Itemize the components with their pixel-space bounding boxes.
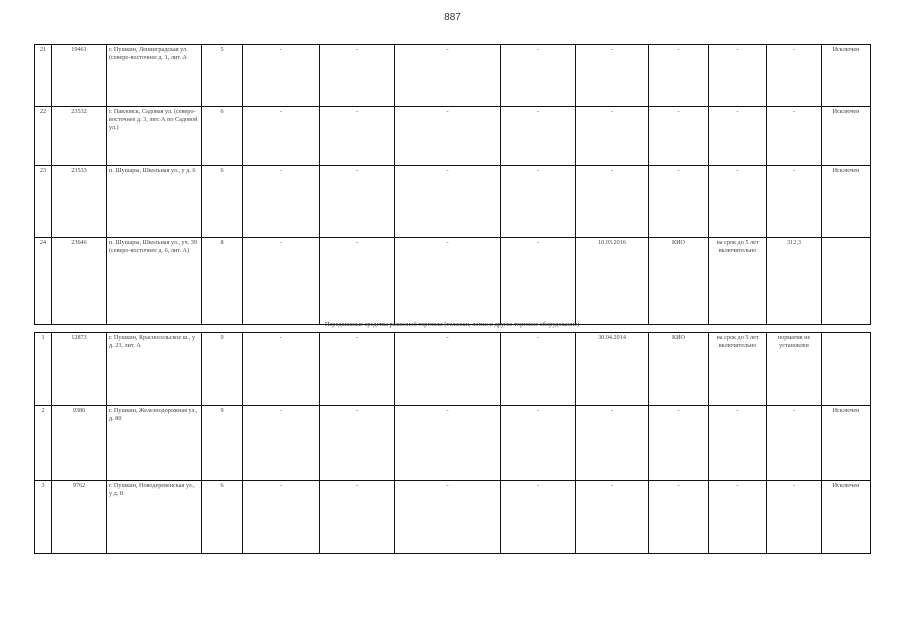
cell-term: - (709, 45, 767, 107)
cell-id: 9386 (52, 406, 107, 481)
cell: - (501, 238, 576, 325)
cell-status (822, 333, 871, 406)
cell: - (320, 166, 395, 238)
cell-area: 8 (202, 238, 243, 325)
cell: - (501, 45, 576, 107)
cell: - (395, 166, 501, 238)
section-heading: Передвижные средства развозной торговли (тележки, лотки и другое торговое оборудование) (324, 321, 580, 328)
cell: - (243, 333, 320, 406)
cell-term: - (709, 166, 767, 238)
cell-status: Исключен (822, 45, 871, 107)
table-row (35, 481, 871, 554)
cell: - (395, 333, 501, 406)
table-top (34, 44, 871, 325)
cell-term: - (709, 481, 767, 554)
cell-address: г. Павловск, Садовая ул. (северо-восточнее д. 3, лит. А по Садовой ул.) (107, 107, 202, 166)
table-row (35, 406, 871, 481)
table-row (35, 166, 871, 238)
cell: - (243, 238, 320, 325)
cell-date: - (576, 481, 649, 554)
cell: - (243, 107, 320, 166)
cell-area: 6 (202, 481, 243, 554)
cell: - (395, 406, 501, 481)
cell-address: п. Шушары, Школьная ул., уч. 39 (северо-восточнее д. 6, лит. А) (107, 238, 202, 325)
cell: - (243, 481, 320, 554)
page-number: 887 (444, 12, 461, 23)
cell-authority: - (649, 481, 709, 554)
cell-norm: - (767, 406, 822, 481)
cell-area: 5 (202, 45, 243, 107)
cell-term: - (709, 107, 767, 166)
cell: - (395, 45, 501, 107)
cell: - (501, 406, 576, 481)
cell-address: п. Шушары, Школьная ул., у д. 6 (107, 166, 202, 238)
cell-id: 12873 (52, 333, 107, 406)
cell-authority: КИО (649, 238, 709, 325)
cell-norm: 312,3 (767, 238, 822, 325)
cell-norm: норматив не установлен (767, 333, 822, 406)
table-row (35, 107, 871, 166)
cell-id: 23646 (52, 238, 107, 325)
table-row (35, 238, 871, 325)
cell: - (320, 107, 395, 166)
cell-authority: КИО (649, 333, 709, 406)
cell-date: - (576, 107, 649, 166)
cell-id: 9762 (52, 481, 107, 554)
cell-address: г. Пушкин, Железнодорожная ул., д. 80 (107, 406, 202, 481)
cell-date: - (576, 406, 649, 481)
cell-norm: - (767, 107, 822, 166)
cell-date: - (576, 45, 649, 107)
cell-no: 22 (35, 107, 52, 166)
cell-id: 23532 (52, 107, 107, 166)
cell: - (501, 166, 576, 238)
cell-authority: - (649, 45, 709, 107)
table-bottom (34, 332, 871, 554)
table-row (35, 45, 871, 107)
cell-address: г. Пушкин, Ленинградская ул. (северо-восточнее д. 1, лит. А (107, 45, 202, 107)
cell: - (395, 107, 501, 166)
cell-term: на срок до 5 лет включительно (709, 238, 767, 325)
cell-status: Исключен (822, 481, 871, 554)
cell-authority: - (649, 107, 709, 166)
cell-address: г. Пушкин, Красносельское ш., у д. 23, лит. А (107, 333, 202, 406)
cell: - (320, 238, 395, 325)
cell: - (501, 481, 576, 554)
cell-authority: - (649, 166, 709, 238)
cell-status: Исключен (822, 406, 871, 481)
cell-no: 3 (35, 481, 52, 554)
cell-area: 6 (202, 107, 243, 166)
cell-norm: - (767, 481, 822, 554)
cell-no: 24 (35, 238, 52, 325)
cell-area: 6 (202, 166, 243, 238)
cell-status (822, 238, 871, 325)
cell-area: 9 (202, 333, 243, 406)
cell: - (320, 333, 395, 406)
cell-term: - (709, 406, 767, 481)
cell-no: 23 (35, 166, 52, 238)
cell: - (243, 406, 320, 481)
cell-no: 21 (35, 45, 52, 107)
cell: - (320, 406, 395, 481)
cell: - (320, 45, 395, 107)
cell: - (395, 481, 501, 554)
cell-term: на срок до 5 лет включительно (709, 333, 767, 406)
cell: - (501, 107, 576, 166)
cell-authority: - (649, 406, 709, 481)
cell-norm: - (767, 166, 822, 238)
cell: - (320, 481, 395, 554)
cell-status: Исключен (822, 166, 871, 238)
cell-id: 23533 (52, 166, 107, 238)
cell-status: Исключен (822, 107, 871, 166)
cell-date: 10.03.2016 (576, 238, 649, 325)
cell-area: 9 (202, 406, 243, 481)
cell-date: - (576, 166, 649, 238)
cell: - (243, 166, 320, 238)
cell-no: 2 (35, 406, 52, 481)
cell: - (395, 238, 501, 325)
cell: - (501, 333, 576, 406)
table-row (35, 333, 871, 406)
cell-no: 1 (35, 333, 52, 406)
cell-address: г. Пушкин, Новодеревенская ул., у д. 8 (107, 481, 202, 554)
cell-date: 30.04.2014 (576, 333, 649, 406)
cell-id: 19461 (52, 45, 107, 107)
cell: - (243, 45, 320, 107)
cell-norm: - (767, 45, 822, 107)
